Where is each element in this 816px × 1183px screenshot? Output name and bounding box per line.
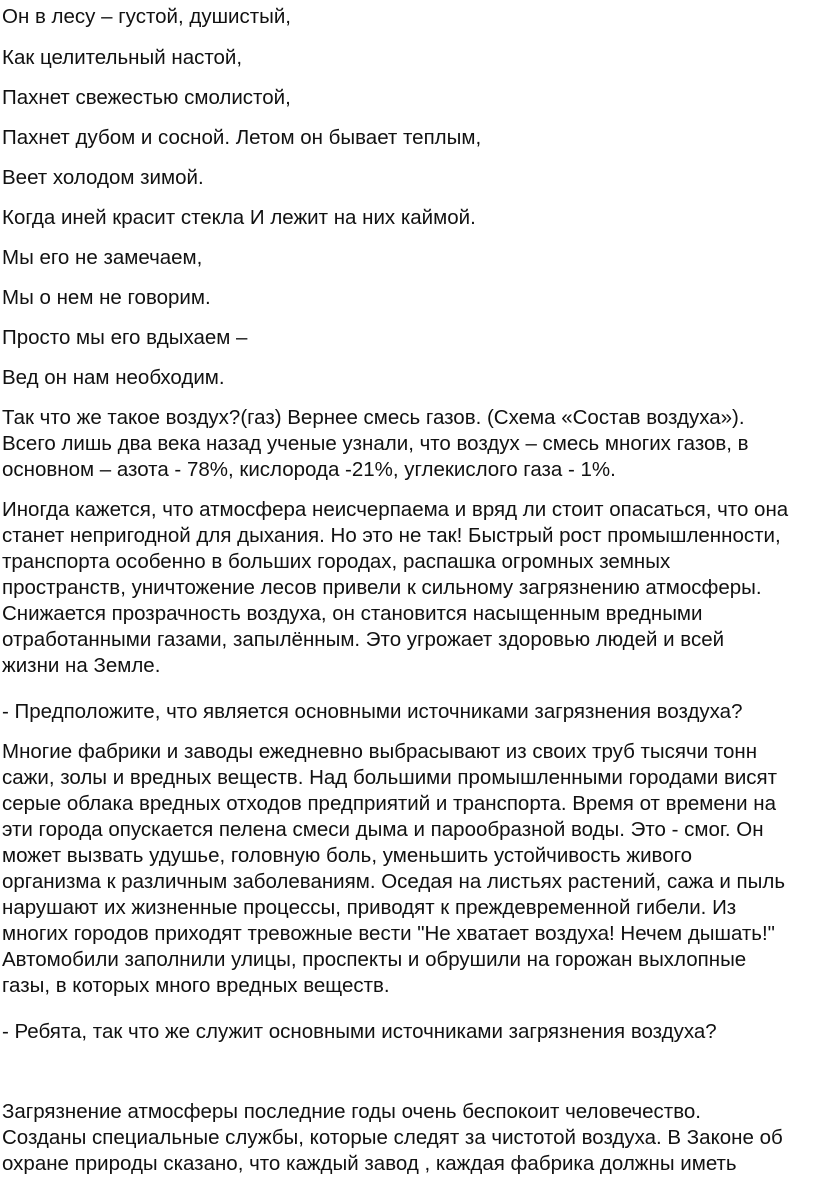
text-line: станет непригодной для дыхания. Но это не так! Быстрый рост промышленности,: [2, 524, 781, 547]
text-line: Веет холодом зимой.: [2, 166, 204, 189]
text-line: Как целительный настой,: [2, 46, 243, 69]
text-line: Созданы специальные службы, которые следят за чистотой воздуха. В Законе об: [2, 1126, 783, 1149]
text-line: Всего лишь два века назад ученые узнали, что воздух – смесь многих газов, в: [2, 432, 749, 455]
text-line: пространств, уничтожение лесов привели к сильному загрязнению атмосферы.: [2, 576, 762, 599]
text-line: охране природы сказано, что каждый завод , каждая фабрика должны иметь: [2, 1152, 737, 1175]
text-line: Просто мы его вдыхаем –: [2, 326, 248, 349]
text-line: Так что же такое воздух?(газ) Вернее смесь газов. (Схема «Состав воздуха»).: [2, 406, 745, 429]
text-line: Вед он нам необходим.: [2, 366, 225, 389]
text-line: Мы о нем не говорим.: [2, 286, 211, 309]
text-line: многих городов приходят тревожные вести "Не хватает воздуха! Нечем дышать!": [2, 922, 775, 945]
text-line: жизни на Земле.: [2, 654, 161, 677]
text-line: Пахнет свежестью смолистой,: [2, 86, 291, 109]
text-line: - Ребята, так что же служит основными источниками загрязнения воздуха?: [2, 1020, 717, 1043]
text-line: Он в лесу – густой, душистый,: [2, 5, 291, 28]
text-line: Мы его не замечаем,: [2, 246, 203, 269]
text-line: Автомобили заполнили улицы, проспекты и обрушили на горожан выхлопные: [2, 948, 747, 971]
text-line: газы, в которых много вредных веществ.: [2, 974, 390, 997]
text-line: отработанными газами, запылённым. Это угрожает здоровью людей и всей: [2, 628, 725, 651]
text-line: Пахнет дубом и сосной. Летом он бывает теплым,: [2, 126, 482, 149]
text-line: Когда иней красит стекла И лежит на них каймой.: [2, 206, 476, 229]
text-line: организма к различным заболеваниям. Оседая на листьях растений, сажа и пыль: [2, 870, 786, 893]
text-line: нарушают их жизненные процессы, приводят к преждевременной гибели. Из: [2, 896, 737, 919]
text-line: эти города опускается пелена смеси дыма и парообразной воды. Это - смог. Он: [2, 818, 764, 841]
text-line: основном – азота - 78%, кислорода -21%, углекислого газа - 1%.: [2, 458, 616, 481]
text-line: транспорта особенно в больших городах, распашка огромных земных: [2, 550, 671, 573]
text-line: Иногда кажется, что атмосфера неисчерпаема и вряд ли стоит опасаться, что она: [2, 498, 789, 521]
text-line: Многие фабрики и заводы ежедневно выбрасывают из своих труб тысячи тонн: [2, 740, 758, 763]
text-line: Снижается прозрачность воздуха, он становится насыщенным вредными: [2, 602, 703, 625]
text-line: серые облака вредных отходов предприятий и транспорта. Время от времени на: [2, 792, 776, 815]
text-line: - Предположите, что является основными источниками загрязнения воздуха?: [2, 700, 743, 723]
text-line: может вызвать удушье, головную боль, уменьшить устойчивость живого: [2, 844, 693, 867]
text-line: сажи, золы и вредных веществ. Над большими промышленными городами висят: [2, 766, 778, 789]
text-line: Загрязнение атмосферы последние годы очень беспокоит человечество.: [2, 1100, 701, 1123]
